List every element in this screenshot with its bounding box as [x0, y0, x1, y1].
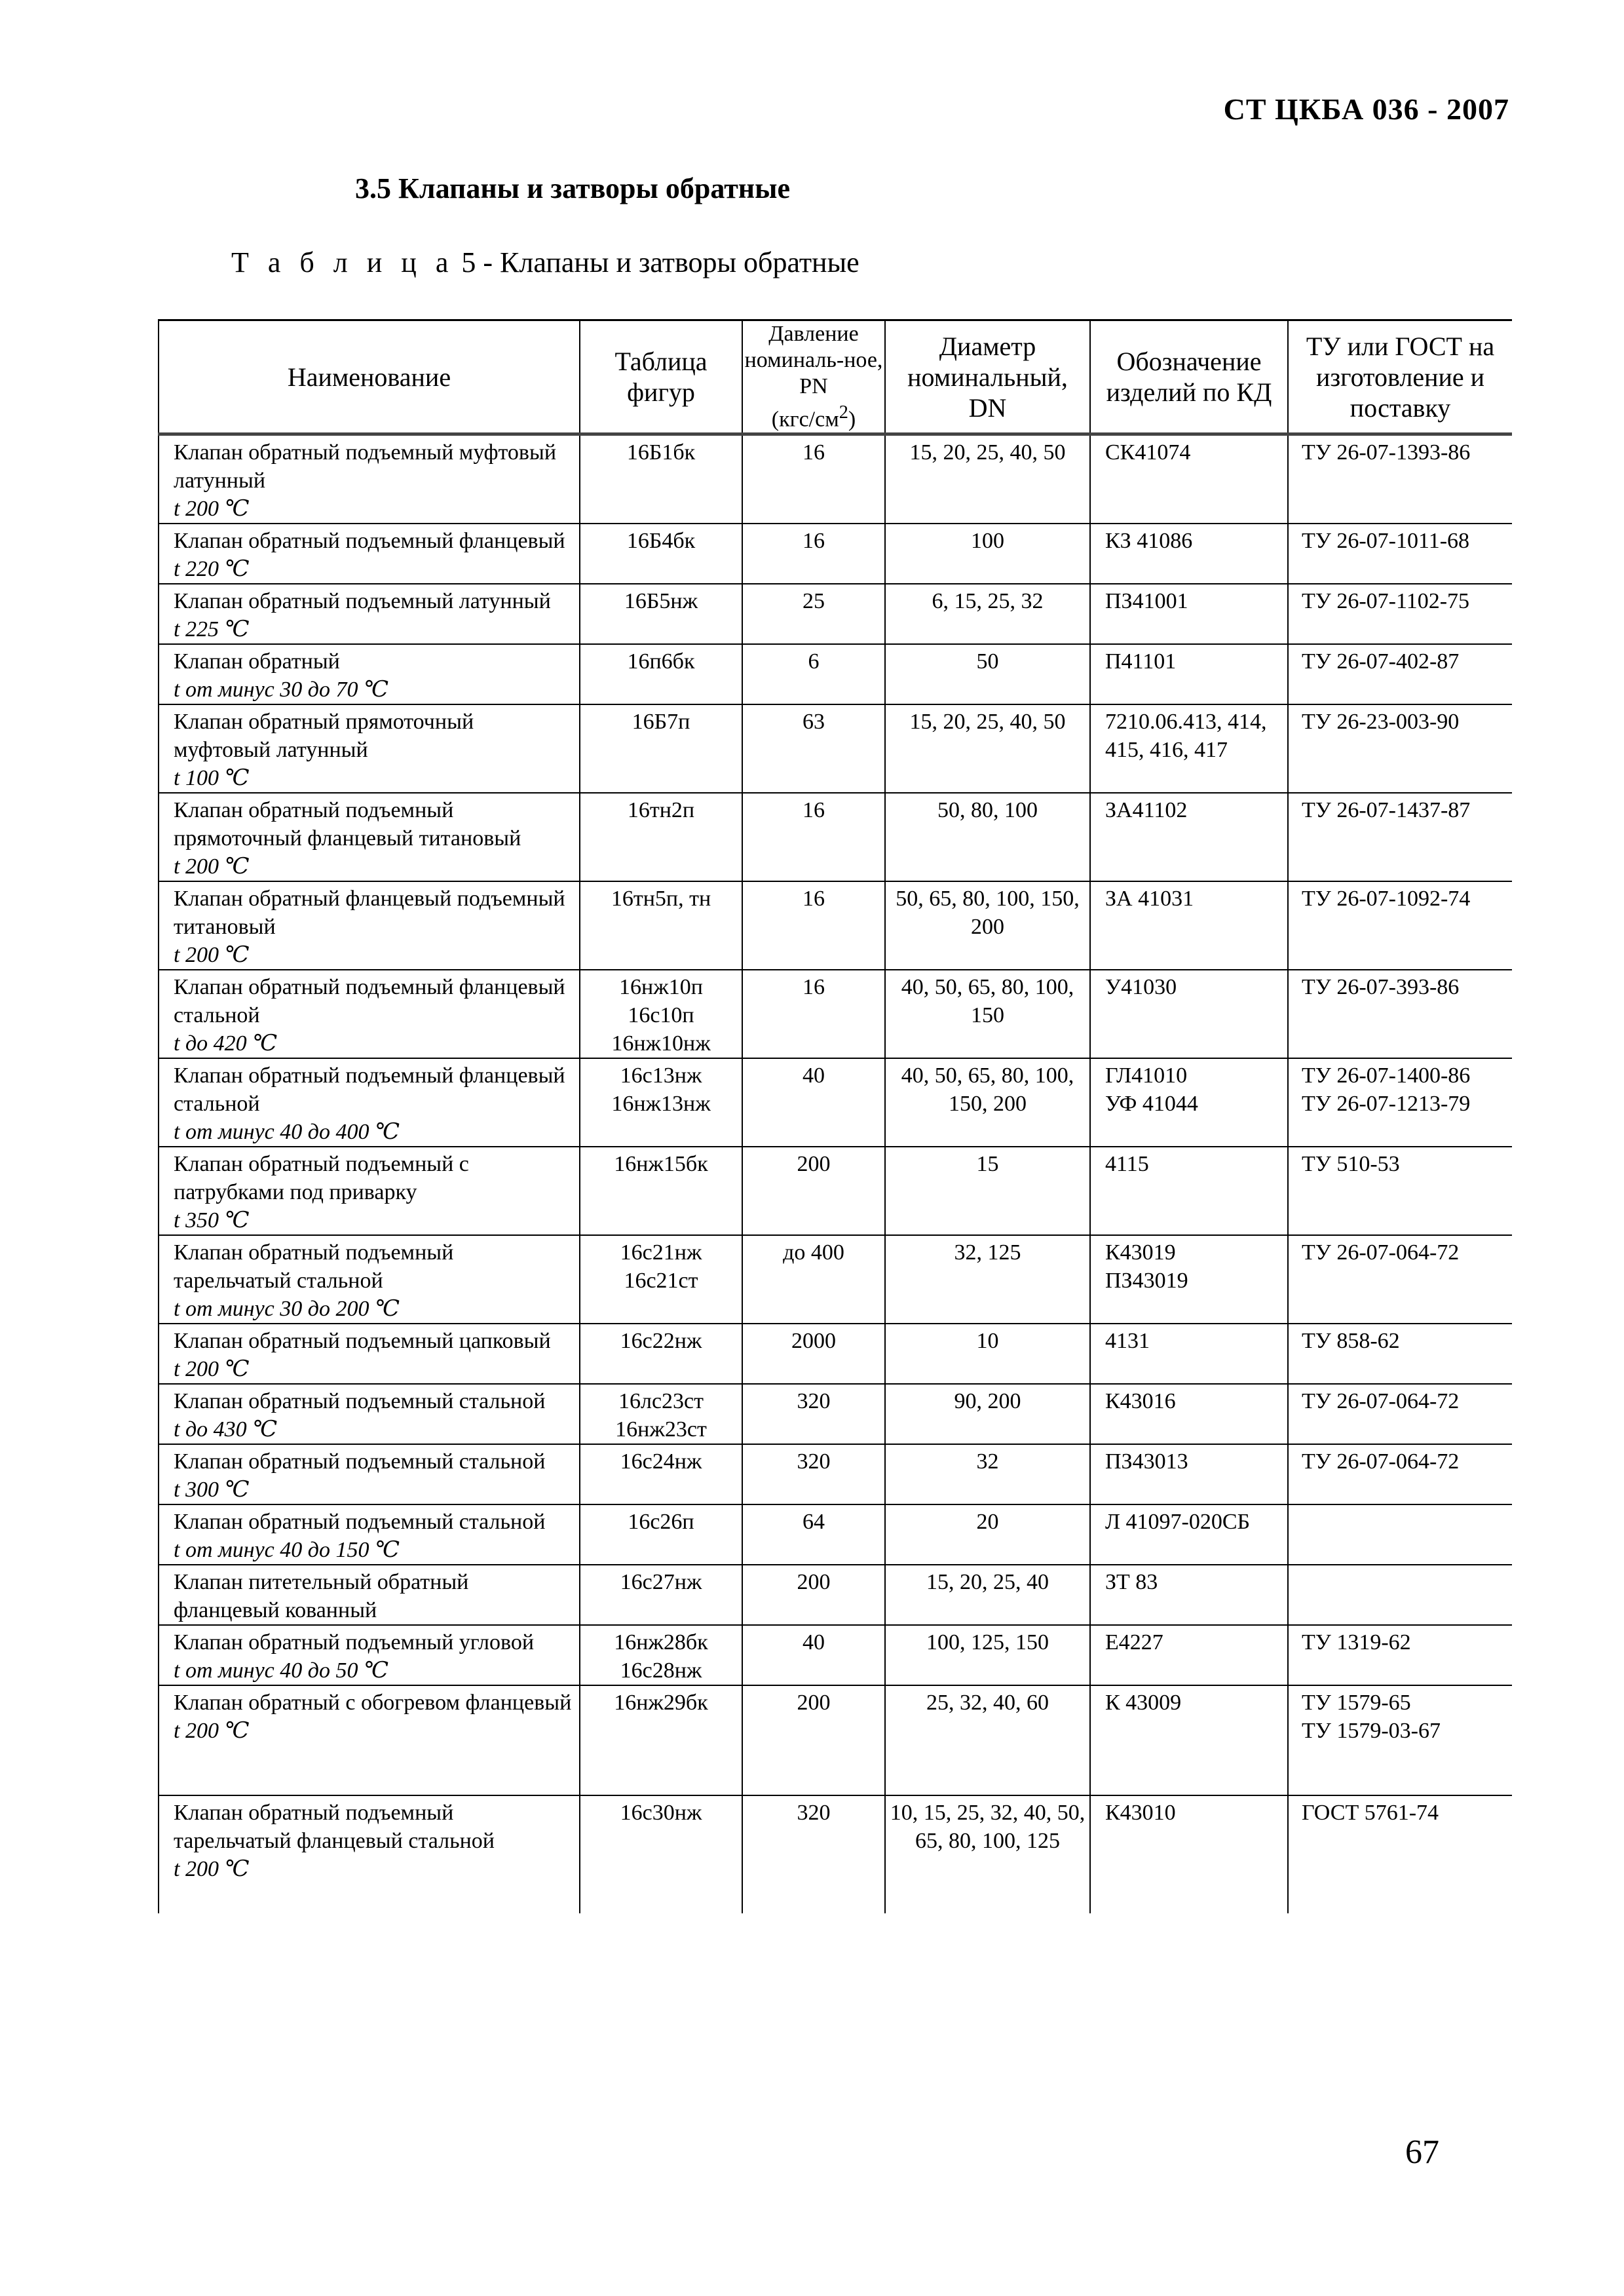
valve-temperature: t 200 ℃: [174, 854, 250, 879]
cell-designation: [1090, 704, 1288, 793]
valve-temperature: t 300 ℃: [174, 1478, 250, 1502]
cell-designation: [1090, 644, 1288, 704]
table-row: [159, 1384, 1512, 1444]
header-figure: Таблица фигур: [580, 321, 742, 434]
figure-code: 16с21ст: [624, 1269, 698, 1293]
table-row: [159, 1324, 1512, 1384]
cell-pressure: [742, 644, 885, 704]
cell-designation: [1090, 1324, 1288, 1384]
cell-standard: [1288, 1795, 1512, 1913]
standard-value: ТУ 26-07-1400-86: [1302, 1063, 1471, 1088]
standard-value: ТУ 510-53: [1302, 1152, 1400, 1177]
table-row: [159, 1795, 1512, 1913]
cell-diameter: [885, 584, 1090, 644]
diameter-value: 50, 80, 100: [937, 798, 1038, 823]
diameter-value: 90, 200: [954, 1389, 1021, 1414]
pressure-value: 320: [797, 1449, 831, 1474]
valve-name: Клапан обратный подъемный стальной: [174, 1510, 546, 1535]
pressure-value: 200: [797, 1691, 831, 1715]
cell-name: [159, 1324, 580, 1384]
designation-value: У41030: [1105, 975, 1177, 1000]
cell-diameter: [885, 1504, 1090, 1565]
cell-name: [159, 1565, 580, 1625]
standard-value: ТУ 858-62: [1302, 1329, 1400, 1354]
figure-code: 16Б7п: [632, 710, 690, 735]
figure-code: 16нж23ст: [615, 1417, 707, 1442]
cell-standard: [1288, 1384, 1512, 1444]
table-row: [159, 1444, 1512, 1504]
cell-diameter: [885, 1235, 1090, 1324]
pressure-value: 320: [797, 1801, 831, 1826]
cell-standard: [1288, 881, 1512, 970]
cell-designation: [1090, 881, 1288, 970]
table-row: [159, 704, 1512, 793]
valve-name: Клапан обратный подъемный фланцевый стальной: [174, 1063, 565, 1117]
figure-code: 16лс23ст: [618, 1389, 704, 1414]
cell-standard: [1288, 1565, 1512, 1625]
cell-pressure: [742, 1795, 885, 1913]
cell-standard: [1288, 704, 1512, 793]
valve-temperature: t до 420 ℃: [174, 1031, 278, 1056]
cell-figure: [580, 524, 742, 584]
designation-value: ЗТ 83: [1105, 1570, 1158, 1595]
cell-diameter: [885, 644, 1090, 704]
designation-value: ЗА 41031: [1105, 887, 1194, 911]
standard-value: ТУ 1319-62: [1302, 1630, 1411, 1655]
valve-name: Клапан обратный подъемный стальной: [174, 1389, 546, 1414]
cell-pressure: [742, 434, 885, 524]
figure-code: 16Б1бк: [626, 440, 696, 465]
cell-pressure: [742, 524, 885, 584]
diameter-value: 15, 20, 25, 40: [926, 1570, 1049, 1595]
cell-diameter: [885, 704, 1090, 793]
valve-temperature: t 100 ℃: [174, 766, 250, 791]
designation-value: УФ 41044: [1105, 1092, 1198, 1117]
cell-figure: [580, 881, 742, 970]
cell-diameter: [885, 434, 1090, 524]
figure-code: 16с13нж: [620, 1063, 702, 1088]
pressure-value: 64: [803, 1510, 825, 1535]
header-pressure-close: ): [848, 407, 856, 432]
figure-code: 16тн5п, тн: [611, 887, 711, 911]
cell-pressure: [742, 1384, 885, 1444]
figure-code: 16с27нж: [620, 1570, 702, 1595]
cell-standard: [1288, 1685, 1512, 1795]
table-row: [159, 881, 1512, 970]
header-pressure-text: Давление номиналь-ное, PN: [744, 322, 883, 398]
table-row: [159, 1565, 1512, 1625]
valve-name: Клапан обратный подъемный прямоточный фланцевый титановый: [174, 798, 521, 851]
valve-name: Клапан обратный с обогревом фланцевый: [174, 1691, 572, 1715]
cell-standard: [1288, 584, 1512, 644]
designation-value: ЗА41102: [1105, 798, 1188, 823]
cell-pressure: [742, 793, 885, 881]
cell-diameter: [885, 524, 1090, 584]
table-caption-label: Т а б л и ц а: [231, 246, 455, 278]
pressure-value: 16: [803, 529, 825, 554]
standard-value: ТУ 1579-65: [1302, 1691, 1411, 1715]
cell-figure: [580, 434, 742, 524]
pressure-value: 200: [797, 1570, 831, 1595]
standard-value: ТУ 26-07-064-72: [1302, 1240, 1460, 1265]
table-caption: [231, 246, 859, 279]
cell-pressure: [742, 1058, 885, 1147]
figure-code: 16п6бк: [627, 649, 695, 674]
document-code: СТ ЦКБА 036 - 2007: [1223, 92, 1509, 126]
diameter-value: 10: [976, 1329, 999, 1354]
pressure-value: 16: [803, 887, 825, 911]
standard-value: ТУ 26-07-1393-86: [1302, 440, 1471, 465]
cell-designation: [1090, 1795, 1288, 1913]
cell-standard: [1288, 1147, 1512, 1235]
diameter-value: 20: [976, 1510, 999, 1535]
cell-standard: [1288, 434, 1512, 524]
table-caption-text: 5 - Клапаны и затворы обратные: [461, 246, 859, 278]
cell-figure: [580, 1324, 742, 1384]
cell-designation: [1090, 1384, 1288, 1444]
cell-name: [159, 434, 580, 524]
cell-figure: [580, 1235, 742, 1324]
cell-designation: [1090, 1058, 1288, 1147]
table-row: [159, 1685, 1512, 1795]
valve-temperature: t от минус 40 до 400 ℃: [174, 1120, 400, 1145]
designation-value: Е4227: [1105, 1630, 1163, 1655]
cell-designation: [1090, 1625, 1288, 1685]
table-row: [159, 1147, 1512, 1235]
valve-temperature: t 200 ℃: [174, 1719, 250, 1744]
table-row: [159, 793, 1512, 881]
valve-temperature: t 200 ℃: [174, 1857, 250, 1882]
cell-diameter: [885, 1444, 1090, 1504]
cell-standard: [1288, 524, 1512, 584]
cell-diameter: [885, 881, 1090, 970]
designation-value: 4131: [1105, 1329, 1150, 1354]
cell-diameter: [885, 793, 1090, 881]
header-standard: ТУ или ГОСТ на изготовление и поставку: [1288, 321, 1512, 434]
figure-code: 16Б4бк: [626, 529, 696, 554]
designation-value: ПЗ43019: [1105, 1269, 1188, 1293]
figure-code: 16нж28бк: [614, 1630, 708, 1655]
section-title: 3.5 Клапаны и затворы обратные: [355, 172, 791, 204]
standard-value: ТУ 26-07-1102-75: [1302, 589, 1470, 614]
cell-figure: [580, 1565, 742, 1625]
cell-standard: [1288, 1444, 1512, 1504]
designation-value: ГЛ41010: [1105, 1063, 1188, 1088]
valve-temperature: t 350 ℃: [174, 1208, 250, 1233]
page-number: 67: [1405, 2133, 1439, 2171]
cell-designation: [1090, 524, 1288, 584]
cell-figure: [580, 644, 742, 704]
cell-name: [159, 1795, 580, 1913]
figure-code: 16тн2п: [627, 798, 695, 823]
diameter-value: 15: [976, 1152, 999, 1177]
cell-diameter: [885, 1625, 1090, 1685]
cell-designation: [1090, 1444, 1288, 1504]
valve-temperature: t 225 ℃: [174, 617, 250, 642]
cell-figure: [580, 1504, 742, 1565]
pressure-value: 63: [803, 710, 825, 735]
pressure-value: 16: [803, 798, 825, 823]
cell-designation: [1090, 434, 1288, 524]
header-pressure-unit: (кгс/см: [771, 407, 839, 432]
header-pressure: [742, 321, 885, 434]
standard-value: ТУ 26-07-402-87: [1302, 649, 1460, 674]
standard-value: ТУ 26-07-1437-87: [1302, 798, 1471, 823]
table-row: [159, 1235, 1512, 1324]
designation-value: ПЗ43013: [1105, 1449, 1188, 1474]
cell-pressure: [742, 1324, 885, 1384]
cell-figure: [580, 793, 742, 881]
figure-code: 16Б5нж: [624, 589, 698, 614]
cell-pressure: [742, 1444, 885, 1504]
cell-name: [159, 1058, 580, 1147]
table-row: [159, 524, 1512, 584]
standard-value: ТУ 26-07-1092-74: [1302, 887, 1471, 911]
table-header-row: [159, 321, 1512, 434]
pressure-value: 200: [797, 1152, 831, 1177]
designation-value: 4115: [1105, 1152, 1149, 1177]
figure-code: 16с28нж: [620, 1658, 702, 1683]
standard-value: ТУ 26-07-1213-79: [1302, 1092, 1471, 1117]
cell-standard: [1288, 970, 1512, 1058]
table-body: [159, 434, 1512, 1914]
header-designation: Обозначение изделий по КД: [1090, 321, 1288, 434]
designation-value: КЗ 41086: [1105, 529, 1193, 554]
cell-figure: [580, 1058, 742, 1147]
cell-name: [159, 1504, 580, 1565]
diameter-value: 40, 50, 65, 80, 100, 150, 200: [901, 1063, 1074, 1117]
cell-designation: [1090, 970, 1288, 1058]
cell-name: [159, 524, 580, 584]
valve-name: Клапан обратный подъемный тарельчатый стальной: [174, 1240, 454, 1293]
diameter-value: 6, 15, 25, 32: [932, 589, 1044, 614]
pressure-value: 16: [803, 975, 825, 1000]
valve-name: Клапан обратный фланцевый подъемный титановый: [174, 887, 565, 940]
figure-code: 16с26п: [628, 1510, 694, 1535]
valve-temperature: t от минус 30 до 200 ℃: [174, 1297, 400, 1322]
header-diameter: Диаметр номинальный, DN: [885, 321, 1090, 434]
diameter-value: 100: [971, 529, 1004, 554]
pressure-value: 2000: [791, 1329, 836, 1354]
cell-designation: [1090, 1235, 1288, 1324]
cell-diameter: [885, 1565, 1090, 1625]
pressure-value: 6: [808, 649, 820, 674]
pressure-value: до 400: [783, 1240, 844, 1265]
cell-name: [159, 1384, 580, 1444]
valve-temperature: t 200 ℃: [174, 943, 250, 968]
cell-name: [159, 881, 580, 970]
figure-code: 16с22нж: [620, 1329, 702, 1354]
cell-standard: [1288, 644, 1512, 704]
valve-name: Клапан обратный подъемный цапковый: [174, 1329, 551, 1354]
cell-diameter: [885, 1058, 1090, 1147]
designation-value: СК41074: [1105, 440, 1191, 465]
cell-name: [159, 704, 580, 793]
standard-value: ТУ 26-23-003-90: [1302, 710, 1460, 735]
valves-table: [158, 321, 1512, 1913]
diameter-value: 100, 125, 150: [926, 1630, 1049, 1655]
table-row: [159, 584, 1512, 644]
cell-pressure: [742, 1504, 885, 1565]
diameter-value: 50, 65, 80, 100, 150, 200: [896, 887, 1080, 940]
cell-standard: [1288, 793, 1512, 881]
figure-code: 16нж10п: [619, 975, 703, 1000]
valve-name: Клапан обратный подъемный фланцевый: [174, 529, 565, 554]
designation-value: К43016: [1105, 1389, 1176, 1414]
cell-figure: [580, 1685, 742, 1795]
cell-designation: [1090, 1685, 1288, 1795]
cell-figure: [580, 704, 742, 793]
diameter-value: 50: [976, 649, 999, 674]
figure-code: 16нж10нж: [611, 1031, 711, 1056]
cell-name: [159, 1685, 580, 1795]
designation-value: К43019: [1105, 1240, 1176, 1265]
standard-value: ГОСТ 5761-74: [1302, 1801, 1439, 1826]
cell-figure: [580, 584, 742, 644]
standard-value: ТУ 26-07-064-72: [1302, 1389, 1460, 1414]
cell-designation: [1090, 584, 1288, 644]
cell-name: [159, 1147, 580, 1235]
diameter-value: 10, 15, 25, 32, 40, 50, 65, 80, 100, 125: [890, 1801, 1086, 1854]
valve-name: Клапан обратный: [174, 649, 340, 674]
cell-diameter: [885, 1147, 1090, 1235]
cell-pressure: [742, 970, 885, 1058]
designation-value: К43010: [1105, 1801, 1176, 1826]
diameter-value: 25, 32, 40, 60: [926, 1691, 1049, 1715]
cell-pressure: [742, 704, 885, 793]
table-row: [159, 644, 1512, 704]
cell-pressure: [742, 1685, 885, 1795]
cell-pressure: [742, 881, 885, 970]
cell-figure: [580, 1795, 742, 1913]
cell-designation: [1090, 1147, 1288, 1235]
table-row: [159, 434, 1512, 524]
cell-figure: [580, 1444, 742, 1504]
cell-standard: [1288, 1324, 1512, 1384]
figure-code: 16с10п: [628, 1003, 694, 1028]
table-row: [159, 1504, 1512, 1565]
valve-temperature: t от минус 30 до 70 ℃: [174, 678, 388, 702]
cell-pressure: [742, 1565, 885, 1625]
valve-name: Клапан обратный подъемный фланцевый стальной: [174, 975, 565, 1028]
designation-value: ПЗ41001: [1105, 589, 1188, 614]
figure-code: 16с24нж: [620, 1449, 702, 1474]
cell-designation: [1090, 1565, 1288, 1625]
cell-name: [159, 1235, 580, 1324]
valve-name: Клапан обратный подъемный муфтовый латунный: [174, 440, 557, 493]
valve-name: Клапан питетельный обратный фланцевый кованный: [174, 1570, 469, 1623]
designation-value: 7210.06.413, 414, 415, 416, 417: [1105, 710, 1267, 763]
header-name: Наименование: [159, 321, 580, 434]
figure-code: 16нж15бк: [614, 1152, 708, 1177]
cell-standard: [1288, 1504, 1512, 1565]
cell-pressure: [742, 1625, 885, 1685]
table-row: [159, 1625, 1512, 1685]
valve-temperature: t 220 ℃: [174, 557, 250, 582]
designation-value: К 43009: [1105, 1691, 1182, 1715]
cell-figure: [580, 1625, 742, 1685]
cell-pressure: [742, 1147, 885, 1235]
table-row: [159, 970, 1512, 1058]
standard-value: ТУ 26-07-393-86: [1302, 975, 1460, 1000]
cell-pressure: [742, 584, 885, 644]
cell-diameter: [885, 1324, 1090, 1384]
cell-name: [159, 970, 580, 1058]
standard-value: ТУ 1579-03-67: [1302, 1719, 1441, 1744]
valves-table-container: [158, 319, 1512, 2099]
diameter-value: 15, 20, 25, 40, 50: [909, 440, 1066, 465]
valve-name: Клапан обратный подъемный латунный: [174, 589, 551, 614]
diameter-value: 40, 50, 65, 80, 100, 150: [901, 975, 1074, 1028]
diameter-value: 15, 20, 25, 40, 50: [909, 710, 1066, 735]
valve-temperature: t до 430 ℃: [174, 1417, 278, 1442]
diameter-value: 32, 125: [954, 1240, 1021, 1265]
cell-figure: [580, 970, 742, 1058]
valve-temperature: t 200 ℃: [174, 1357, 250, 1382]
pressure-value: 40: [803, 1630, 825, 1655]
valve-temperature: t от минус 40 до 150 ℃: [174, 1538, 400, 1563]
cell-standard: [1288, 1235, 1512, 1324]
figure-code: 16нж29бк: [614, 1691, 708, 1715]
cell-diameter: [885, 1795, 1090, 1913]
valve-temperature: t от минус 40 до 50 ℃: [174, 1658, 388, 1683]
cell-name: [159, 644, 580, 704]
standard-value: ТУ 26-07-064-72: [1302, 1449, 1460, 1474]
cell-designation: [1090, 793, 1288, 881]
valve-temperature: t 200 ℃: [174, 497, 250, 522]
valve-name: Клапан обратный подъемный стальной: [174, 1449, 546, 1474]
diameter-value: 32: [976, 1449, 999, 1474]
pressure-value: 40: [803, 1063, 825, 1088]
cell-name: [159, 1625, 580, 1685]
designation-value: Л 41097-020СБ: [1105, 1510, 1251, 1535]
pressure-value: 25: [803, 589, 825, 614]
designation-value: П41101: [1105, 649, 1177, 674]
cell-diameter: [885, 1685, 1090, 1795]
table-row: [159, 1058, 1512, 1147]
figure-code: 16нж13нж: [611, 1092, 711, 1117]
pressure-value: 16: [803, 440, 825, 465]
cell-diameter: [885, 970, 1090, 1058]
valve-name: Клапан обратный подъемный тарельчатый фланцевый стальной: [174, 1801, 495, 1854]
cell-standard: [1288, 1625, 1512, 1685]
valve-name: Клапан обратный подъемный с патрубками под приварку: [174, 1152, 469, 1205]
cell-pressure: [742, 1235, 885, 1324]
standard-value: ТУ 26-07-1011-68: [1302, 529, 1470, 554]
valve-name: Клапан обратный подъемный угловой: [174, 1630, 535, 1655]
cell-name: [159, 793, 580, 881]
cell-name: [159, 1444, 580, 1504]
cell-name: [159, 584, 580, 644]
valve-name: Клапан обратный прямоточный муфтовый латунный: [174, 710, 474, 763]
cell-diameter: [885, 1384, 1090, 1444]
cell-figure: [580, 1384, 742, 1444]
cell-standard: [1288, 1058, 1512, 1147]
figure-code: 16с21нж: [620, 1240, 702, 1265]
cell-figure: [580, 1147, 742, 1235]
cell-designation: [1090, 1504, 1288, 1565]
pressure-value: 320: [797, 1389, 831, 1414]
header-pressure-sup: 2: [839, 402, 848, 423]
figure-code: 16с30нж: [620, 1801, 702, 1826]
